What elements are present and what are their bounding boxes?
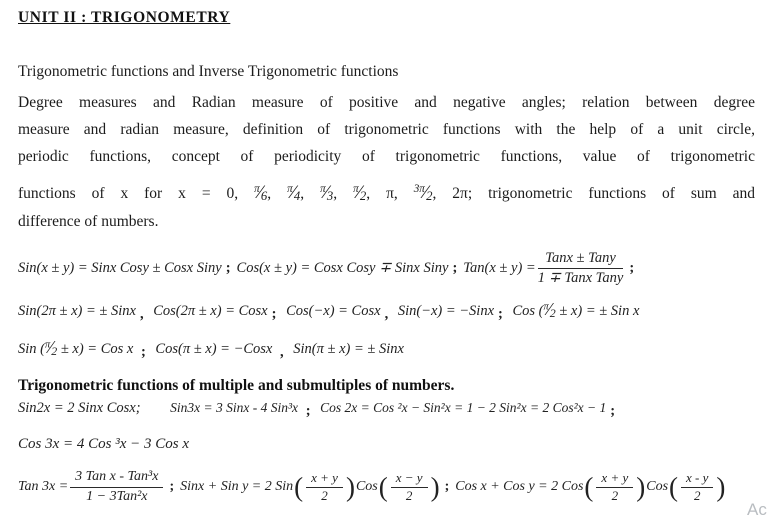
formula-multiple-angles [18, 400, 621, 420]
tan-3x-fraction: $\frac{\text{3 Tan x - Tan³x}}{\text{1 − 3Tan²x}}$ [68, 469, 165, 504]
formula-periodicity [18, 299, 639, 323]
syllabus-paragraph [18, 89, 755, 170]
separator: ; [225, 259, 231, 276]
paragraph-line: periodic functions, concept of periodicity of trigonometric functions, value of trigonometric [18, 148, 755, 165]
sin-3x-formula: Sin3x = 3 Sinx - 4 Sin³x [170, 400, 299, 415]
section-heading: Trigonometric functions of multiple and submultiples of numbers. [18, 377, 455, 394]
x-values-prefix: functions of x for x = 0, [18, 185, 239, 202]
separator: ; [610, 403, 616, 420]
watermark-fragment: Ac [747, 500, 767, 519]
separator: , [280, 344, 284, 361]
pi-over-2-fraction: $^\pi⁄_2$ [44, 337, 58, 358]
cos-half-pi-formula: Cos $(^\pi⁄_2 \pm x)$ = ± Sin x [512, 299, 640, 320]
cos-factor: Cos [646, 479, 669, 494]
pi-over-4-fraction: $^\pi⁄_4$ [287, 182, 301, 203]
sin-half-pi-formula: Sin $(^\pi⁄_2 \pm x)$ = Cos x [18, 337, 134, 358]
formula-shift-identities [18, 337, 404, 361]
x-values-line [18, 176, 755, 211]
pi-over-2-fraction: $^\pi⁄_2$ [353, 182, 367, 203]
pi-value: π, [386, 185, 398, 202]
pi-fraction-group: $^\pi⁄_2$, [353, 185, 370, 202]
separator: , [384, 306, 389, 323]
half-difference-fraction: $\frac{x - y}{2}$ [389, 471, 430, 504]
half-sum-fraction: $\frac{x + y}{2}$ [304, 471, 345, 504]
separator: ; [452, 259, 458, 276]
sin-2x-formula: Sin2x = 2 Sinx Cosx; [18, 400, 141, 416]
cos-plus-cos-lhs: Cos x + Cos y = 2 Cos [455, 479, 584, 494]
separator: ; [271, 306, 277, 323]
paragraph-line: Degree measures and Radian measure of positive and negative angles; relation between degree [18, 94, 755, 111]
cos-negative-formula: Cos(−x) = Cosx [286, 303, 381, 319]
x-values-suffix: trigonometric functions of sum and [488, 185, 756, 202]
sin-pi-formula: Sin(π ± x) = ± Sinx [293, 341, 404, 357]
pi-fraction-group: $^\pi⁄_3$, [320, 185, 337, 202]
sin-2pi-formula: Sin(2π ± x) = ± Sinx [18, 303, 136, 319]
separator: ; [305, 403, 311, 420]
pi-fraction-group: $^\pi⁄_4$, [287, 185, 304, 202]
sin-plus-sin-lhs: Sinx + Sin y = 2 Sin [180, 479, 294, 494]
pi-fraction-group: $^\pi⁄_6$, [254, 185, 271, 202]
tan-sum-formula-lhs: Tan(x ± y) = [463, 259, 536, 276]
formula-sum-to-product: Tan 3x = $\frac{\text{3 Tan x - Tan³x}}{\text{1 − 3Tan²x}}$ ; Sinx + Sin y = 2 Sin ( $\frac{x + y}{2}$ ) Cos ( $\frac{x - y}{2}$ ) ; Cos x + Cos y = 2 Cos ( $\frac{x + y}{2}$ ) Cos ( $\frac{x - y}{2}$ ) [18, 469, 726, 504]
half-difference-fraction: $\frac{x - y}{2}$ [679, 471, 715, 504]
separator: ; [629, 259, 635, 276]
cos-2x-formula: Cos 2x = Cos ²x − Sin²x = 1 − 2 Sin²x = 2 Cos²x − 1 [320, 400, 607, 415]
two-pi-value: 2π; [452, 185, 473, 202]
unit-title: UNIT II : TRIGONOMETRY [18, 9, 231, 26]
tan-sum-fraction: $\frac{\text{Tanx ± Tany}}{\text{1 ∓ Tanx Tany}}$ [537, 249, 624, 286]
sin-negative-formula: Sin(−x) = −Sinx [397, 303, 495, 319]
separator: ; [498, 306, 503, 323]
pi-fraction-group: $^{3\pi}⁄_2$, [414, 185, 437, 202]
pi-over-2-fraction: $^\pi⁄_2$ [543, 299, 556, 320]
paragraph-line: measure and radian measure, definition of trigonometric functions with the help of a unit circle, [18, 121, 755, 138]
cos-pi-formula: Cos(π ± x) = −Cosx [155, 341, 273, 357]
paragraph-last-line: difference of numbers. [18, 213, 159, 230]
intro-line: Trigonometric functions and Inverse Trigonometric functions [18, 63, 399, 80]
cos-2pi-formula: Cos(2π ± x) = Cosx [153, 303, 268, 319]
formula-sum-difference [18, 243, 640, 293]
sin-sum-formula: Sin(x ± y) = Sinx Cosy ± Cosx Siny [18, 259, 222, 276]
pi-over-6-fraction: $^\pi⁄_6$ [254, 182, 268, 203]
cos-3x-formula: Cos 3x = 4 Cos ³x − 3 Cos x [18, 436, 189, 452]
half-sum-fraction: $\frac{x + y}{2}$ [594, 471, 635, 504]
separator: ; [140, 344, 146, 361]
separator: ; [169, 479, 175, 494]
cos-factor: Cos [355, 479, 378, 494]
tan-3x-lhs: Tan 3x = [18, 479, 69, 494]
separator: ; [444, 479, 450, 494]
pi-over-3-fraction: $^\pi⁄_3$ [320, 182, 334, 203]
three-pi-over-2-fraction: $^{3\pi}⁄_2$ [413, 182, 433, 203]
cos-sum-formula: Cos(x ± y) = Cosx Cosy ∓ Sinx Siny [236, 259, 449, 276]
separator: , [139, 306, 144, 323]
